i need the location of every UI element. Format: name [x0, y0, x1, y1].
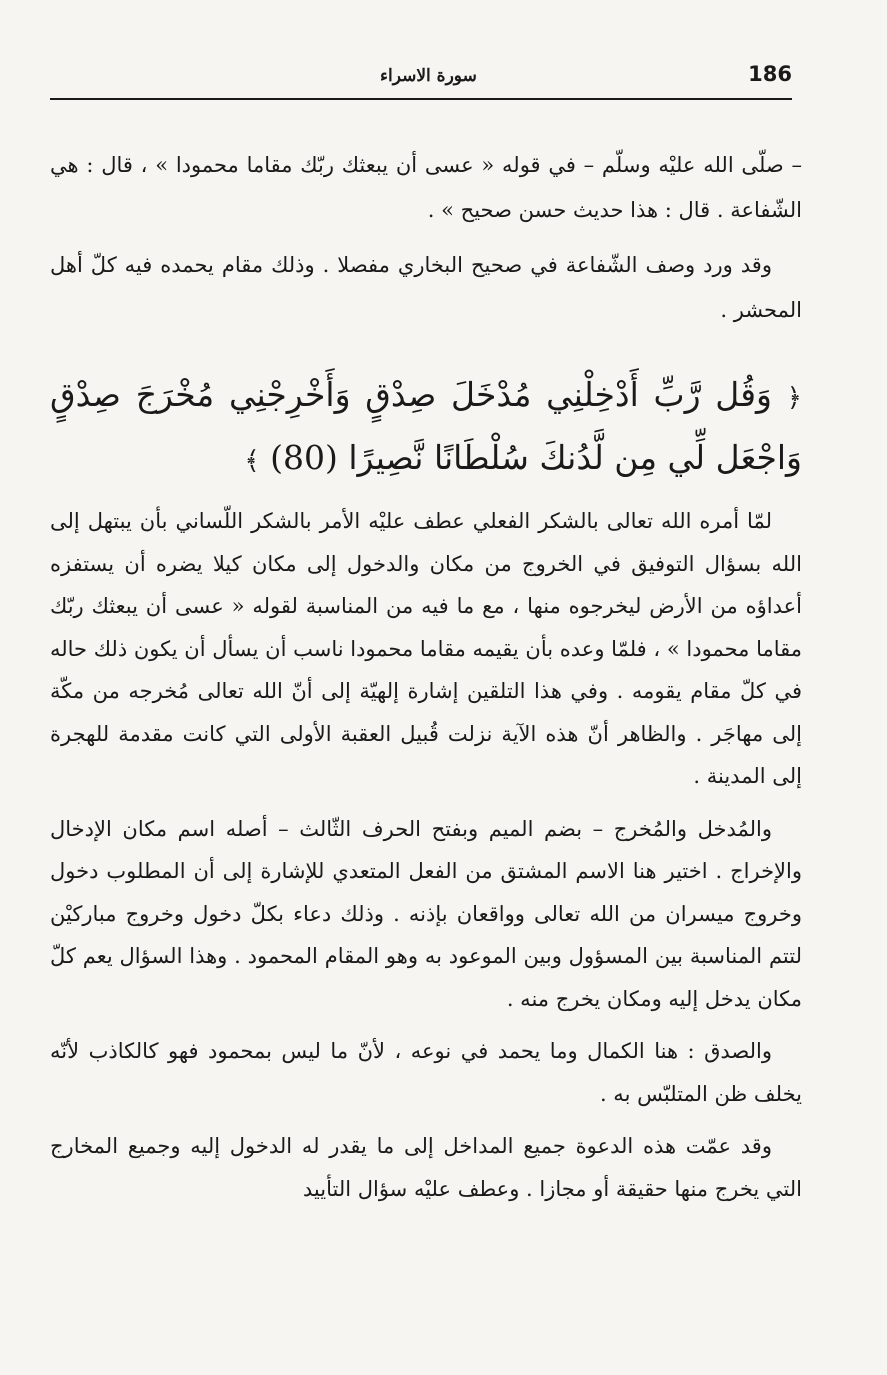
verse-open-ornament: ﴿: [786, 383, 802, 413]
intro-section: [50, 143, 802, 333]
page-header: [50, 58, 792, 100]
verse-close-ornament: ﴾: [244, 446, 260, 476]
quran-verse: [50, 365, 802, 491]
commentary-paragraph-2: والمُدخل والمُخرج – بضم الميم وبفتح الحرف الثّالث – أصله اسم مكان الإدخال والإخراج . اختير هنا الاسم المشتق من الفعل المتعدي للإشارة إلى أن المطلوب دخول وخروج ميسران من الله تعالى وواقعان بإذنه . وذلك دعاء بكلّ دخول وخروج مباركيْن لتتم المناسبة بين المسؤول وبين الموعود به وهو المقام المحمود . وهذا السؤال يعم كلّ مكان يدخل إليه ومكان يخرج منه .: [50, 816, 802, 1011]
verse-text: وَقُل رَّبِّ أَدْخِلْنِي مُدْخَلَ صِدْقٍ وَأَخْرِجْنِي مُخْرَجَ صِدْقٍ وَاجْعَل لِّي مِن لَّدُنكَ سُلْطَانًا نَّصِيرًا (80): [50, 375, 802, 477]
running-title: سورة الاسراء: [380, 66, 477, 86]
intro-paragraph-1: – صلّى الله عليْه وسلّم – في قوله « عسى أن يبعثك ربّك مقاما محمودا » ، قال : هي الشّفاعة . قال : هذا حديث حسن صحيح » .: [50, 153, 802, 222]
commentary-paragraph-3: والصدق : هنا الكمال وما يحمد في نوعه ، لأنّ ما ليس بمحمود فهو كالكاذب لأنّه يخلف ظن المتلبّس به .: [50, 1039, 802, 1106]
page-number: 186: [748, 62, 792, 86]
commentary-section: [50, 500, 802, 1210]
commentary-paragraph-1: لمّا أمره الله تعالى بالشكر الفعلي عطف عليْه الأمر بالشكر اللّساني بأن يبتهل إلى الله بسؤال التوفيق في الخروج من مكان والدخول إلى مكان كيلا يضره أن يستفزه أعداؤه من الأرض ليخرجوه منها ، مع ما فيه من المناسبة لقوله « عسى أن يبعثك ربّك مقاما محمودا » ، فلمّا وعده بأن يقيمه مقاما محمودا ناسب أن يسأل أن يكون ذلك حاله في كلّ مقام يقومه . وفي هذا التلقين إشارة إلهيّة إلى أنّ الله تعالى مُخرجه من مكّة إلى مهاجَر . والظاهر أنّ هذه الآية نزلت قُبيل العقبة الأولى التي كانت مقدمة للهجرة إلى المدينة .: [50, 509, 802, 788]
intro-paragraph-2: وقد ورد وصف الشّفاعة في صحيح البخاري مفصلا . وذلك مقام يحمده فيه كلّ أهل المحشر .: [50, 253, 802, 322]
commentary-paragraph-4: وقد عمّت هذه الدعوة جميع المداخل إلى ما يقدر له الدخول إليه وجميع المخارج التي يخرج منها حقيقة أو مجازا . وعطف عليْه سؤال التأييد: [50, 1134, 802, 1201]
